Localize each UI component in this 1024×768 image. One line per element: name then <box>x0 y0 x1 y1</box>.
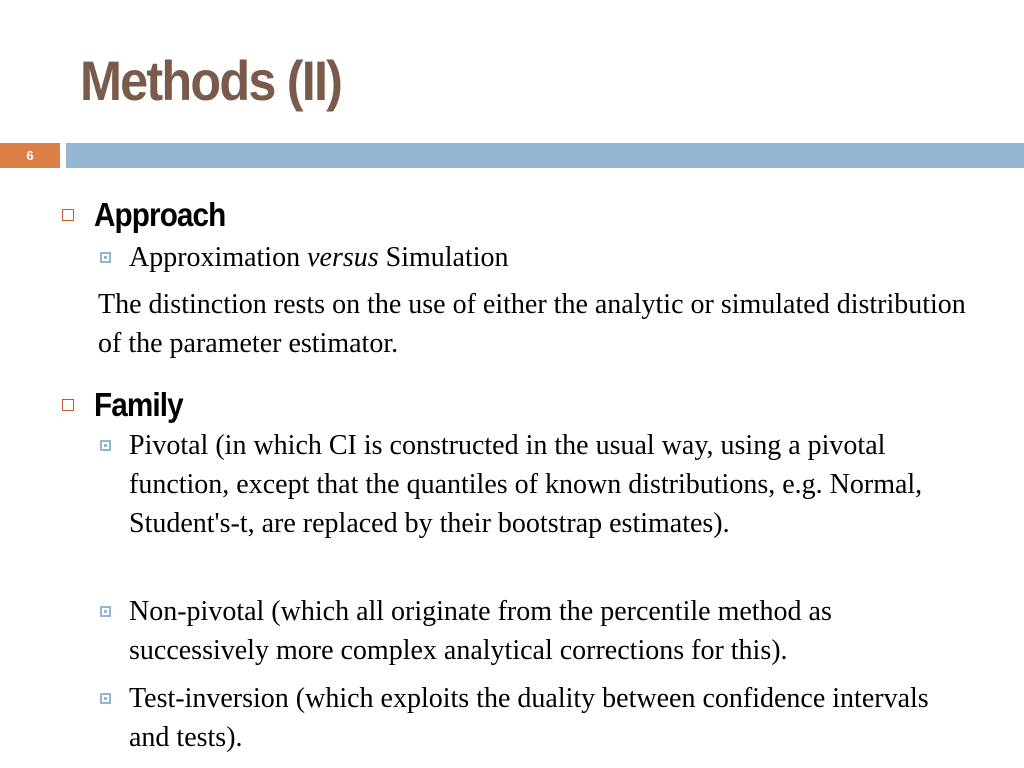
section-heading: Family <box>94 386 183 423</box>
square-bullet-icon <box>100 440 111 451</box>
list-item-text: Pivotal (in which CI is constructed in the usual way, using a pivotal function, except that the quantiles of known distributions, e.g. Normal, Student's-t, are replaced by their bootstrap estimates). <box>129 430 923 539</box>
square-bullet-icon <box>62 399 74 411</box>
list-item <box>100 426 930 543</box>
square-bullet-icon <box>100 252 111 263</box>
paragraph: The distinction rests on the use of either the analytic or simulated distribution of the parameter estimator. <box>98 289 966 359</box>
square-bullet-icon <box>100 606 111 617</box>
section-approach <box>62 195 240 235</box>
section-heading: Approach <box>94 196 226 233</box>
slide-title: Methods (II) <box>80 49 342 112</box>
list-item <box>100 592 960 670</box>
list-item <box>100 238 980 277</box>
list-item-text: Test-inversion (which exploits the duality between confidence intervals and tests). <box>129 683 929 753</box>
square-bullet-icon <box>100 693 111 704</box>
square-bullet-icon <box>62 209 74 221</box>
list-item <box>100 679 960 757</box>
slide-number: 6 <box>0 143 60 168</box>
list-item-text: Approximation versus Simulation <box>129 242 509 273</box>
list-item-text: Non-pivotal (which all originate from the percentile method as successively more complex analytical corrections for this). <box>129 596 832 666</box>
section-family <box>62 385 193 425</box>
